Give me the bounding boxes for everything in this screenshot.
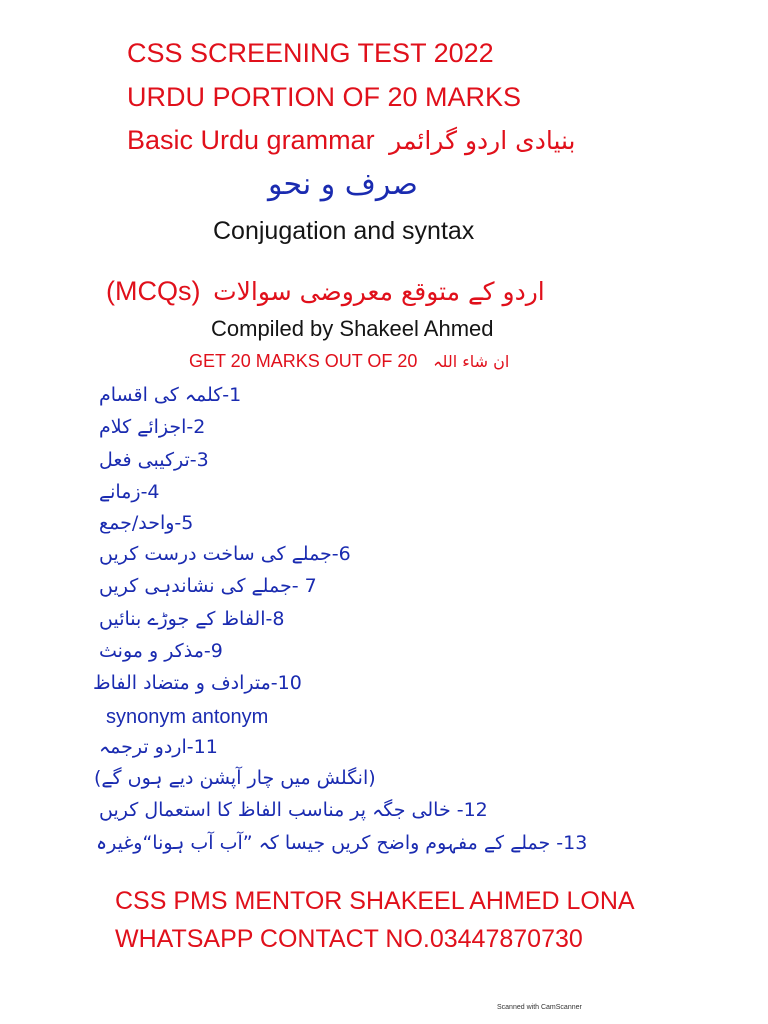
mcq-heading bbox=[106, 278, 545, 305]
list-item-note: (انگلش میں چار آپشن دیے ہوں گے) bbox=[94, 767, 376, 789]
list-item: 1-کلمہ کی اقسام bbox=[99, 384, 242, 406]
list-item: 5-واحد/جمع bbox=[99, 512, 194, 534]
mcq-urdu: اردو کے متوقع معروضی سوالات bbox=[213, 277, 545, 306]
get-marks-text: GET 20 MARKS OUT OF 20 bbox=[189, 351, 418, 371]
subject-english: Conjugation and syntax bbox=[213, 217, 475, 245]
title-line-2: URDU PORTION OF 20 MARKS bbox=[127, 82, 522, 112]
inshallah-text: ان شاء اللہ bbox=[433, 352, 510, 371]
title-line-1: CSS SCREENING TEST 2022 bbox=[127, 38, 494, 68]
list-item: 6-جملے کی ساخت درست کریں bbox=[99, 543, 351, 565]
title-line-3-urdu: بنیادی اردو گرائمر bbox=[389, 126, 576, 155]
synonym-antonym-label: synonym antonym bbox=[106, 706, 269, 728]
list-item: 2-اجزائے کلام bbox=[99, 416, 206, 438]
list-item: 12- خالی جگہ پر مناسب الفاظ کا استعمال کریں bbox=[99, 799, 488, 821]
title-line-3 bbox=[127, 127, 575, 154]
list-item: 11-اردو ترجمہ bbox=[99, 736, 218, 758]
footer-mentor: CSS PMS MENTOR SHAKEEL AHMED LONA bbox=[115, 887, 635, 915]
list-item: 7 -جملے کی نشاندہی کریں bbox=[99, 575, 317, 597]
list-item: 13- جملے کے مفہوم واضح کریں جیسا کہ ”آب آب ہونا“وغیرہ bbox=[96, 832, 588, 854]
list-item: 3-ترکیبی فعل bbox=[99, 449, 209, 471]
title-line-3-english: Basic Urdu grammar bbox=[127, 125, 375, 155]
subject-urdu: صرف و نحو bbox=[268, 167, 418, 202]
list-item: 9-مذکر و مونث bbox=[99, 640, 223, 662]
list-item: 4-زمانے bbox=[99, 481, 160, 503]
get-marks-line bbox=[189, 352, 509, 371]
footer-contact: WHATSAPP CONTACT NO.03447870730 bbox=[115, 925, 583, 953]
list-item: 8-الفاظ کے جوڑے بنائیں bbox=[99, 608, 285, 630]
compiled-by: Compiled by Shakeel Ahmed bbox=[211, 316, 494, 341]
scanned-watermark: Scanned with CamScanner bbox=[497, 1004, 582, 1011]
mcq-english: (MCQs) bbox=[106, 276, 201, 306]
list-item: 10-مترادف و متضاد الفاظ bbox=[93, 672, 302, 694]
